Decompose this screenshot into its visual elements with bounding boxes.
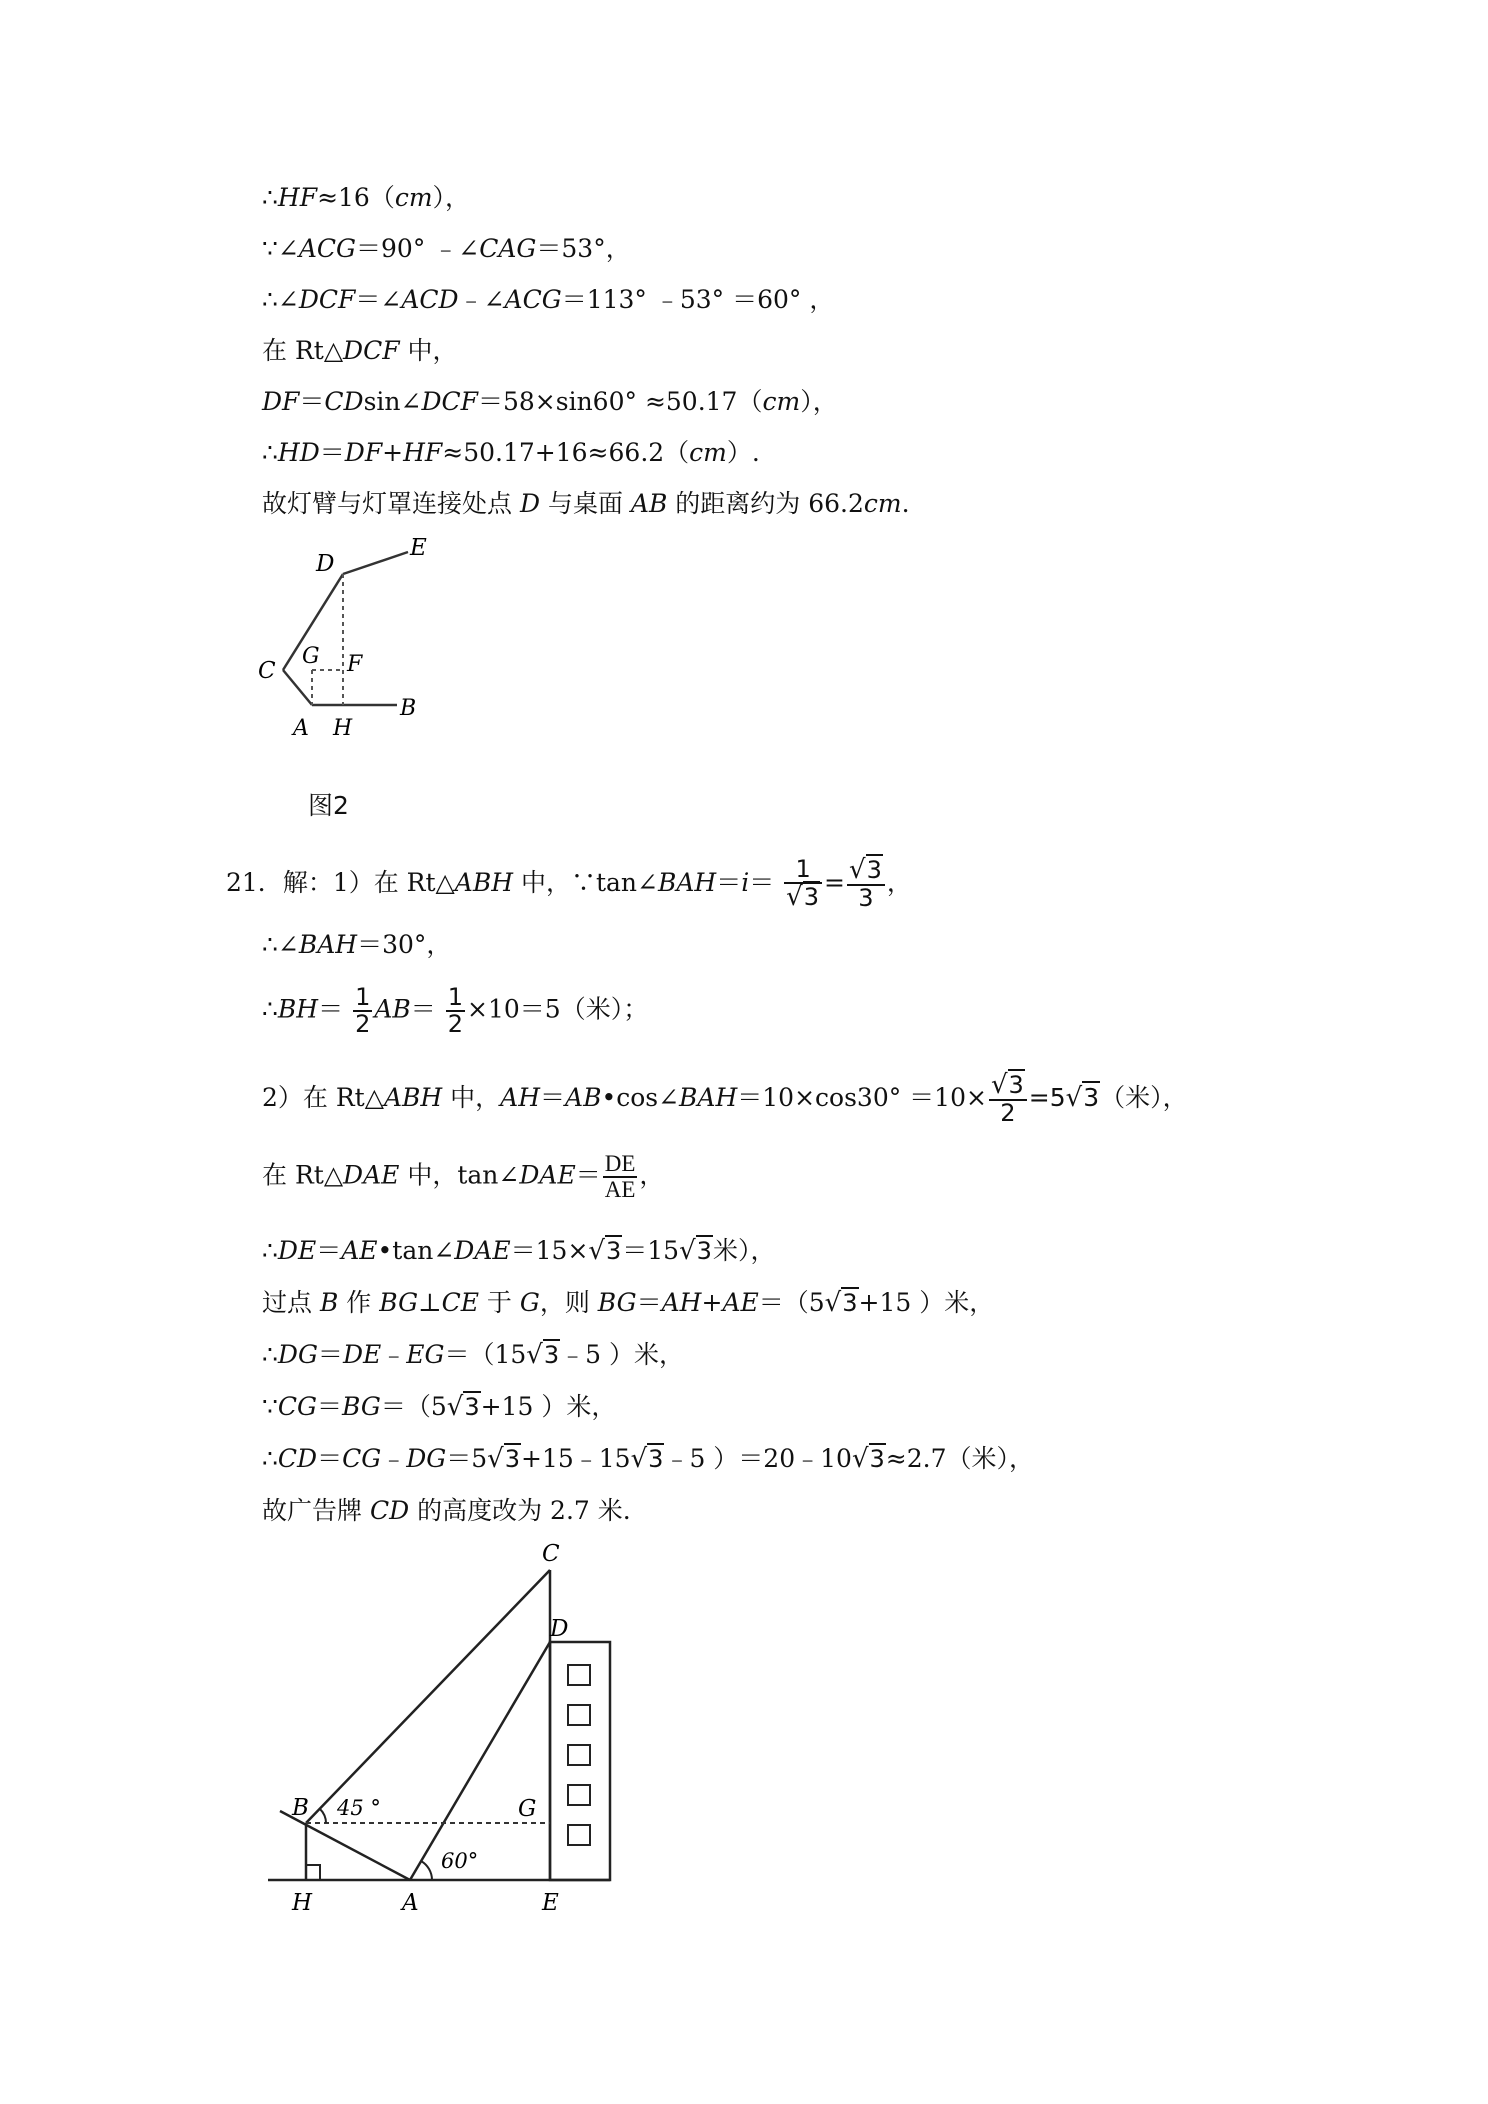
q21-line-4: 2）在 Rt△ABH 中，AH＝AB•cos∠BAH＝10×cos30° ＝10× $\frac{√3}{2}$ =5√3（米）， [262,1070,1188,1128]
line-df: DF＝CDsin∠DCF＝58×sin60° ≈50.17（cm）， [262,387,838,416]
fraction-half-1: $\frac{1}{2}$ [355,983,371,1039]
segment-ad [410,1642,550,1880]
label-f: F [347,652,363,677]
angle-arc-b [320,1809,326,1823]
q21-line-6: ∴DE＝AE•tan∠DAE＝15×√3＝15√3米）， [262,1236,776,1266]
label-c: C [542,1541,560,1567]
window-4 [568,1785,590,1805]
label-g: G [302,644,320,669]
label-g: G [518,1796,537,1822]
label-d: D [550,1616,569,1642]
label-a: A [402,1890,419,1916]
segment-de [343,552,408,574]
figure-2-caption: 图2 [308,791,349,820]
fraction-root3-over-3: $\frac{√3}{3}$ [847,857,885,911]
segment-slope-ba [280,1811,410,1880]
line-dcf: ∴∠DCF＝∠ACD﹣∠ACG＝113° ﹣53° ＝60° ， [262,285,835,314]
window-5 [568,1825,590,1845]
label-e: E [410,535,427,561]
line-conclusion-1: 故灯臂与灯罩连接处点 D 与桌面 AB 的距离约为 66.2cm. [262,489,910,518]
segment-ca [283,670,312,705]
line-hf: ∴HF≈16（cm）， [262,183,471,212]
figure-3-diagram [260,1535,640,1920]
line-rt-dcf: 在 Rt△DCF 中， [262,336,458,365]
q21-line-8: ∴DG＝DE﹣EG＝（15√3﹣5 ）米， [262,1340,685,1370]
q21-line-9: ∵CG＝BG＝（5√3+15 ）米， [262,1392,617,1422]
label-a: A [293,716,309,740]
q21-line-1: 21．解：1）在 Rt△ABH 中，∵tan∠BAH＝i＝ $\frac{1}{√3}$ = $\frac{√3}{3}$ ， [226,855,912,913]
q21-line-3: ∴BH＝ $\frac{1}{2}$ AB＝ $\frac{1}{2}$ ×10＝5（米）； [262,983,649,1039]
label-c: C [258,658,276,684]
q21-line-2: ∴∠BAH＝30°， [262,930,452,959]
window-3 [568,1745,590,1765]
fraction-1-over-root3: $\frac{1}{√3}$ [784,857,822,911]
q21-line-11: 故广告牌 CD 的高度改为 2.7 米. [262,1496,631,1525]
label-h: H [292,1890,313,1916]
fraction-de-over-ae: $\frac{DE}{AE}$ [604,1151,636,1203]
label-b: B [292,1795,309,1821]
line-acg: ∵∠ACG＝90° ﹣∠CAG＝53°， [262,234,631,263]
label-b: B [400,696,417,721]
angle-arc-a [421,1861,432,1880]
window-1 [568,1665,590,1685]
fraction-half-2: $\frac{1}{2}$ [447,983,464,1039]
window-2 [568,1705,590,1725]
q21-line-10: ∴CD＝CG﹣DG＝5√3+15﹣15√3﹣5 ）＝20﹣10√3≈2.7（米）， [262,1444,1035,1474]
right-angle-h [306,1865,320,1880]
line-hd: ∴HD＝DF+HF≈50.17+16≈66.2（cm）. [262,438,760,467]
label-h: H [333,716,353,740]
angle-label-a: 60° [441,1849,479,1873]
q21-line-5: 在 Rt△DAE 中，tan∠DAE＝ $\frac{DE}{AE}$ ， [262,1151,665,1203]
segment-bc [306,1570,550,1823]
angle-label-b: 45 ° [337,1796,381,1820]
label-d: D [316,551,335,577]
q21-line-7: 过点 B 作 BG⊥CE 于 G，则 BG＝AH+AE＝（5√3+15 ）米， [262,1288,995,1318]
figure-2-diagram [250,525,470,740]
label-e: E [542,1890,559,1916]
fraction-root3-over-2: $\frac{√3}{2}$ [989,1072,1027,1126]
